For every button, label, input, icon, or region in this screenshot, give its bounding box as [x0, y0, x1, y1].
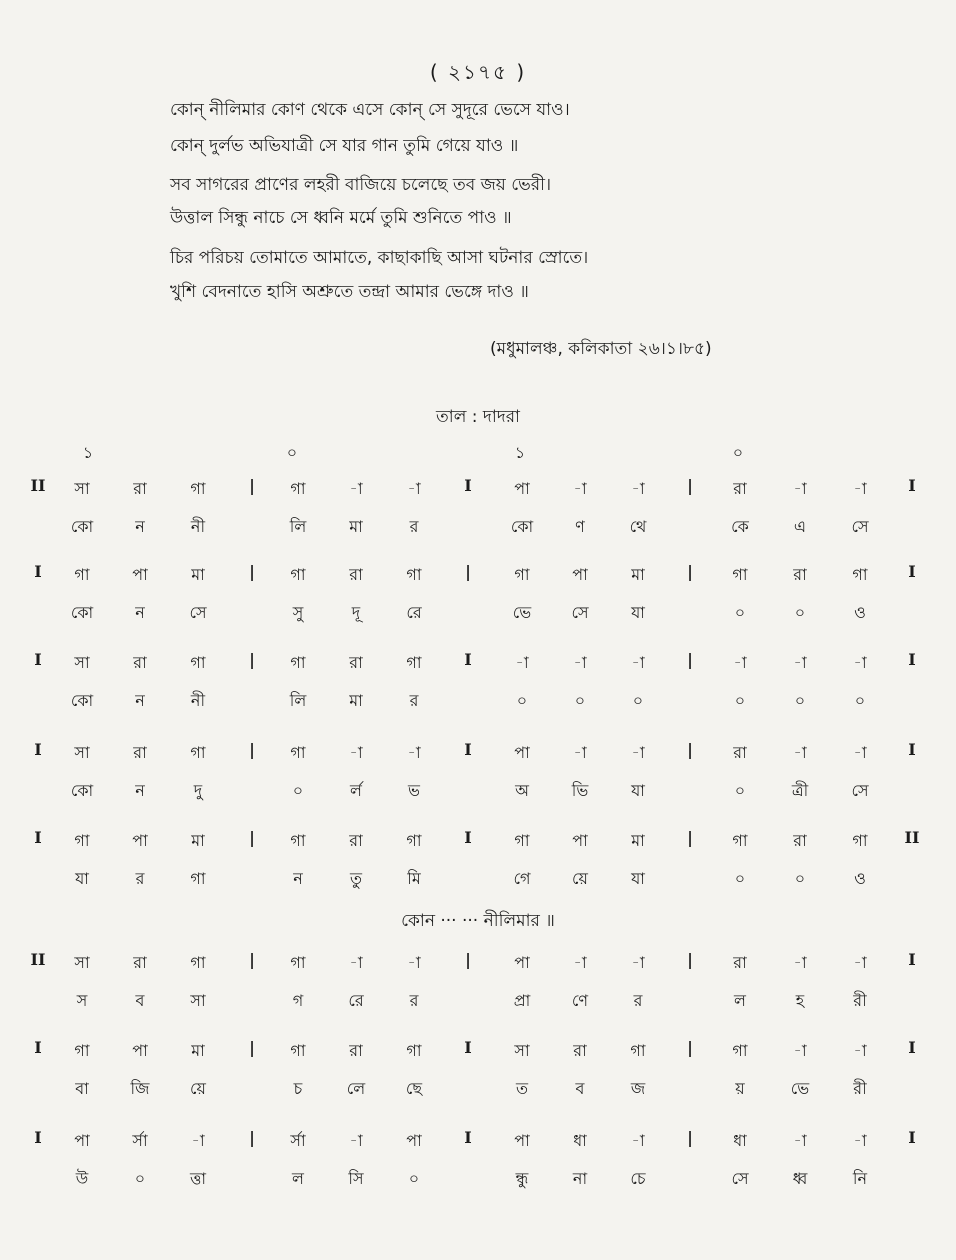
lyric-syllable: যা [631, 603, 645, 622]
swara-note: গা [74, 831, 90, 850]
lyric-syllable: কো [70, 781, 94, 800]
swara-note: গা [290, 953, 306, 972]
lyric-syllable: মি [407, 869, 421, 888]
lyric-row [0, 514, 956, 554]
swara-note: -া [853, 479, 867, 498]
swara-note: সা [74, 479, 90, 498]
swara-note: র্সা [290, 1131, 306, 1150]
swara-note: মা [631, 831, 645, 850]
lyric-syllable: মা [349, 517, 363, 536]
lyric-syllable: রী [853, 1079, 867, 1098]
swara-note: গা [732, 565, 748, 584]
lyric-syllable: ০ [574, 691, 586, 710]
swara-note: -া [407, 953, 421, 972]
lyric-syllable: সে [851, 517, 869, 536]
lyric-syllable: ন [135, 603, 145, 622]
barline: I [908, 562, 916, 581]
swara-note: গা [406, 831, 422, 850]
swara-note: গা [852, 831, 868, 850]
barline: I [464, 650, 472, 669]
barline: | [465, 562, 471, 581]
lyric-line-3: সব সাগরের প্রাণের লহরী বাজিয়ে চলেছে তব জয় ভেরী। [170, 175, 552, 195]
lyric-syllable: সা [190, 991, 206, 1010]
swara-note: রা [349, 1041, 363, 1060]
lyric-syllable: ণে [571, 991, 589, 1010]
barline: I [908, 1038, 916, 1057]
lyric-syllable: ত [515, 1079, 529, 1098]
lyric-syllable: না [572, 1169, 588, 1188]
swara-row [0, 650, 956, 690]
lyric-syllable: ০ [292, 781, 304, 800]
swara-note: গা [406, 565, 422, 584]
swara-row [0, 828, 956, 868]
lyric-syllable: বা [75, 1079, 89, 1098]
lyric-syllable: ০ [408, 1169, 420, 1188]
lyric-line-6: খুশি বেদনাতে হাসি অশ্রুতে তন্দ্রা আমার ভেঙ্গে দাও ॥ [170, 282, 529, 302]
swara-note: রা [133, 479, 147, 498]
barline: I [34, 562, 42, 581]
swara-note: -া [631, 743, 645, 762]
swara-note: র্সা [132, 1131, 148, 1150]
swara-note: ধা [733, 1131, 747, 1150]
lyric-syllable: কো [70, 603, 94, 622]
swara-note: মা [191, 565, 205, 584]
lyric-syllable: যা [631, 869, 645, 888]
lyric-row [0, 988, 956, 1028]
lyric-syllable: ভ [408, 781, 420, 800]
swara-note: পা [406, 1131, 422, 1150]
swara-note: -া [573, 653, 587, 672]
barline: II [30, 950, 46, 969]
lyric-row [0, 600, 956, 640]
lyric-syllable: যা [631, 781, 645, 800]
lyric-syllable: রে [406, 603, 422, 622]
swara-note: গা [190, 953, 206, 972]
lyric-syllable: গে [513, 869, 531, 888]
barline: I [34, 1128, 42, 1147]
lyric-syllable: ০ [794, 603, 806, 622]
lyric-syllable: নি [852, 1169, 868, 1188]
swara-note: -া [631, 953, 645, 972]
lyric-syllable: ০ [794, 691, 806, 710]
lyric-syllable: ব [575, 1079, 585, 1098]
swara-row [0, 476, 956, 516]
swara-note: পা [74, 1131, 90, 1150]
page-number: ( ২১৭৫ ) [429, 60, 527, 84]
swara-note: -া [853, 1041, 867, 1060]
lyric-syllable: ০ [134, 1169, 146, 1188]
lyric-syllable: কো [510, 517, 534, 536]
lyric-syllable: রী [853, 991, 867, 1010]
lyric-syllable: দু [193, 781, 203, 800]
swara-note: -া [853, 743, 867, 762]
lyric-syllable: ন [293, 869, 303, 888]
lyric-syllable: গ [292, 991, 304, 1010]
swara-note: রা [349, 831, 363, 850]
refrain-marker: কোন ··· ··· নীলিমার ॥ [401, 911, 555, 931]
swara-note: গা [514, 565, 530, 584]
barline: | [687, 950, 693, 969]
swara-note: পা [572, 565, 588, 584]
lyric-syllable: ভে [512, 603, 532, 622]
lyric-syllable: ০ [516, 691, 528, 710]
swara-note: রা [793, 831, 807, 850]
swara-note: -া [349, 479, 363, 498]
swara-note: -া [793, 479, 807, 498]
lyric-syllable: যা [75, 869, 89, 888]
lyric-syllable: ব [135, 991, 145, 1010]
barline: I [908, 740, 916, 759]
beat-marker: ০ [286, 443, 298, 462]
barline: | [687, 828, 693, 847]
swara-note: গা [406, 653, 422, 672]
lyric-syllable: লি [289, 691, 307, 710]
swara-note: সা [74, 953, 90, 972]
lyric-syllable: ০ [734, 603, 746, 622]
swara-note: গা [630, 1041, 646, 1060]
lyric-syllable: য় [735, 1079, 745, 1098]
swara-note: মা [191, 1041, 205, 1060]
swara-note: গা [74, 1041, 90, 1060]
lyric-syllable: গা [190, 869, 206, 888]
swara-note: -া [793, 1131, 807, 1150]
lyric-syllable: ন্ধু [515, 1169, 529, 1188]
barline: I [908, 1128, 916, 1147]
barline: | [249, 562, 255, 581]
barline: I [464, 1038, 472, 1057]
swara-note: -া [793, 653, 807, 672]
lyric-line-1: কোন্ নীলিমার কোণ থেকে এসে কোন্ সে সুদূরে ভেসে যাও। [170, 100, 570, 120]
swara-note: রা [133, 953, 147, 972]
swara-note: পা [514, 1131, 530, 1150]
barline: | [249, 950, 255, 969]
swara-note: পা [572, 831, 588, 850]
swara-note: -া [515, 653, 529, 672]
swara-note: -া [631, 1131, 645, 1150]
barline: | [249, 476, 255, 495]
lyric-syllable: রে [348, 991, 364, 1010]
swara-note: -া [853, 953, 867, 972]
swara-note: -া [631, 653, 645, 672]
barline: | [687, 562, 693, 581]
barline: I [464, 828, 472, 847]
swara-note: -া [793, 743, 807, 762]
lyric-line-5: চির পরিচয় তোমাতে আমাতে, কাছাকাছি আসা ঘটনার স্রোতে। [170, 248, 589, 268]
lyric-syllable: প্রা [513, 991, 531, 1010]
swara-note: মা [631, 565, 645, 584]
swara-note: -া [349, 1131, 363, 1150]
barline: I [464, 1128, 472, 1147]
lyric-syllable: ন [135, 781, 145, 800]
lyric-syllable: চ [293, 1079, 303, 1098]
lyric-syllable: দূ [351, 603, 361, 622]
swara-row [0, 562, 956, 602]
lyric-row [0, 1076, 956, 1116]
swara-note: ধা [573, 1131, 587, 1150]
lyric-syllable: স [76, 991, 88, 1010]
lyric-syllable: সি [348, 1169, 364, 1188]
swara-note: গা [74, 565, 90, 584]
swara-note: গা [190, 653, 206, 672]
swara-note: -া [191, 1131, 205, 1150]
barline: II [30, 476, 46, 495]
lyric-syllable: কো [70, 691, 94, 710]
lyric-syllable: অ [515, 781, 529, 800]
swara-note: গা [290, 653, 306, 672]
swara-note: মা [191, 831, 205, 850]
swara-row [0, 950, 956, 990]
swara-note: গা [732, 831, 748, 850]
lyric-row [0, 688, 956, 728]
lyric-syllable: কো [70, 517, 94, 536]
swara-note: গা [290, 479, 306, 498]
swara-note: -া [853, 1131, 867, 1150]
lyric-syllable: ভে [790, 1079, 810, 1098]
swara-note: গা [406, 1041, 422, 1060]
swara-note: রা [133, 653, 147, 672]
beat-marker: ১ [82, 443, 94, 462]
swara-row [0, 740, 956, 780]
lyric-syllable: য়ে [572, 869, 588, 888]
swara-note: পা [514, 953, 530, 972]
barline: | [687, 650, 693, 669]
lyric-syllable: র্ল [350, 781, 362, 800]
lyric-syllable: ল [734, 991, 746, 1010]
lyric-syllable: ০ [632, 691, 644, 710]
lyric-syllable: নী [190, 691, 206, 710]
lyric-line-2: কোন্ দুর্লভ অভিযাত্রী সে যার গান তুমি গেয়ে যাও ॥ [170, 136, 519, 156]
swara-note: গা [732, 1041, 748, 1060]
swara-note: রা [573, 1041, 587, 1060]
lyric-syllable: ০ [734, 781, 746, 800]
barline: | [249, 828, 255, 847]
barline: | [249, 650, 255, 669]
lyric-syllable: সু [292, 603, 304, 622]
swara-note: সা [74, 743, 90, 762]
barline: I [464, 476, 472, 495]
swara-note: -া [793, 953, 807, 972]
barline: | [687, 1128, 693, 1147]
lyric-syllable: লে [346, 1079, 366, 1098]
swara-note: -া [733, 653, 747, 672]
lyric-syllable: লি [289, 517, 307, 536]
lyric-syllable: র [409, 691, 419, 710]
lyric-syllable: সে [571, 603, 589, 622]
lyric-syllable: ও [854, 603, 866, 622]
lyric-syllable: সে [851, 781, 869, 800]
barline: | [249, 1038, 255, 1057]
swara-row [0, 1038, 956, 1078]
lyrics-block [170, 100, 870, 302]
swara-note: গা [190, 743, 206, 762]
lyric-syllable: চে [630, 1169, 646, 1188]
swara-note: -া [793, 1041, 807, 1060]
swara-note: -া [349, 743, 363, 762]
lyric-syllable: তু [349, 869, 363, 888]
barline: I [908, 650, 916, 669]
lyric-syllable: ত্রী [791, 781, 809, 800]
swara-note: গা [290, 831, 306, 850]
lyric-syllable: উ [75, 1169, 89, 1188]
lyric-line-4: উত্তাল সিন্ধু নাচে সে ধ্বনি মর্মে তুমি শুনিতে পাও ॥ [170, 208, 512, 228]
swara-note: পা [132, 1041, 148, 1060]
lyric-row [0, 1166, 956, 1206]
swara-note: রা [733, 953, 747, 972]
lyric-syllable: এ [793, 517, 807, 536]
lyric-syllable: য়ে [190, 1079, 206, 1098]
barline: | [465, 950, 471, 969]
lyric-syllable: র [409, 517, 419, 536]
lyric-syllable: কে [731, 517, 749, 536]
swara-note: -া [853, 653, 867, 672]
swara-note: রা [733, 479, 747, 498]
beat-marker: ০ [732, 443, 744, 462]
barline: | [249, 740, 255, 759]
lyric-syllable: মা [349, 691, 363, 710]
barline: | [687, 1038, 693, 1057]
beat-markers [0, 440, 956, 462]
swara-note: গা [190, 479, 206, 498]
beat-marker: ১ [514, 443, 526, 462]
barline: | [687, 476, 693, 495]
swara-note: গা [290, 1041, 306, 1060]
lyric-syllable: ণ [575, 517, 585, 536]
lyric-syllable: ন [135, 691, 145, 710]
swara-note: -া [573, 953, 587, 972]
lyric-syllable: হ [795, 991, 805, 1010]
lyric-syllable: নী [190, 517, 206, 536]
barline: I [34, 1038, 42, 1057]
swara-note: রা [349, 653, 363, 672]
lyric-syllable: ০ [734, 691, 746, 710]
lyric-row [0, 866, 956, 906]
swara-note: সা [74, 653, 90, 672]
lyric-syllable: ল [292, 1169, 304, 1188]
lyric-syllable: র [409, 991, 419, 1010]
lyric-syllable: ধ্ব [792, 1169, 808, 1188]
lyric-syllable: র [633, 991, 643, 1010]
lyric-syllable: সে [189, 603, 207, 622]
lyric-syllable: ন [135, 517, 145, 536]
source-citation: (মধুমালঞ্চ, কলিকাতা ২৬।১।৮৫) [490, 339, 712, 359]
lyric-syllable: থে [629, 517, 647, 536]
swara-note: গা [852, 565, 868, 584]
swara-note: পা [132, 831, 148, 850]
swara-note: সা [514, 1041, 530, 1060]
lyric-syllable: ০ [734, 869, 746, 888]
swara-note: -া [349, 953, 363, 972]
lyric-syllable: র [135, 869, 145, 888]
swara-note: গা [290, 743, 306, 762]
barline: I [908, 476, 916, 495]
swara-note: রা [793, 565, 807, 584]
swara-note: গা [290, 565, 306, 584]
swara-note: পা [514, 479, 530, 498]
swara-note: পা [514, 743, 530, 762]
barline: | [687, 740, 693, 759]
swara-note: -া [573, 479, 587, 498]
swara-note: গা [514, 831, 530, 850]
swara-note: পা [132, 565, 148, 584]
swara-note: রা [733, 743, 747, 762]
barline: I [464, 740, 472, 759]
lyric-syllable: ছে [405, 1079, 423, 1098]
barline: I [34, 740, 42, 759]
lyric-syllable: ভি [571, 781, 589, 800]
lyric-syllable: জি [130, 1079, 150, 1098]
barline: I [908, 950, 916, 969]
swara-note: -া [573, 743, 587, 762]
lyric-syllable: ও [854, 869, 866, 888]
swara-row [0, 1128, 956, 1168]
swara-note: -া [631, 479, 645, 498]
lyric-syllable: জ [630, 1079, 646, 1098]
taal-label: তাল : দাদরা [436, 407, 520, 427]
barline: I [34, 650, 42, 669]
swara-note: -া [407, 743, 421, 762]
swara-note: -া [407, 479, 421, 498]
swara-note: রা [349, 565, 363, 584]
lyric-syllable: সে [731, 1169, 749, 1188]
swara-note: রা [133, 743, 147, 762]
barline: | [249, 1128, 255, 1147]
lyric-syllable: ত্তা [189, 1169, 207, 1188]
lyric-syllable: ০ [854, 691, 866, 710]
lyric-syllable: ০ [794, 869, 806, 888]
lyric-row [0, 778, 956, 818]
barline: I [34, 828, 42, 847]
barline: II [904, 828, 920, 847]
